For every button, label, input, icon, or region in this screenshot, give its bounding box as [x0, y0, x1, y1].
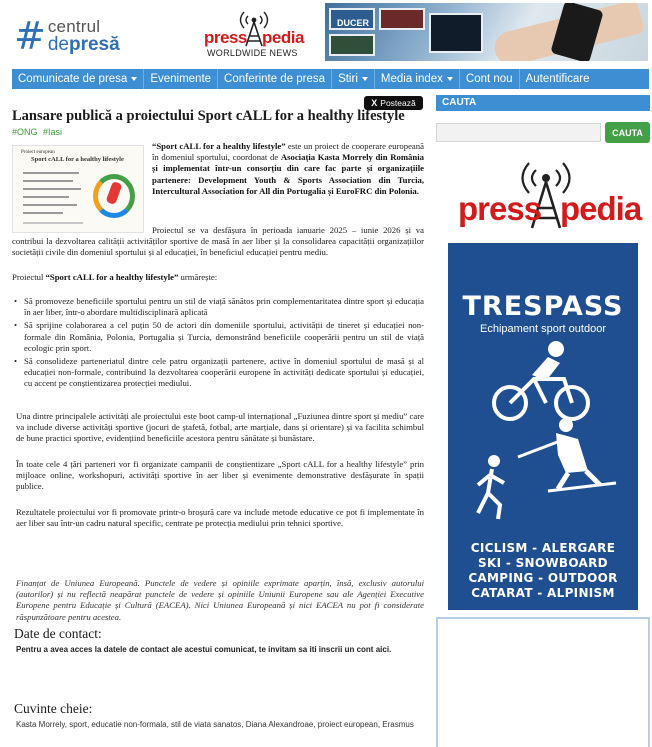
p3-pre: Proiectul: [12, 272, 46, 282]
logo-words: [48, 18, 120, 54]
thumb-line: [23, 180, 73, 182]
ad-category: SKI - SNOWBOARD: [478, 556, 608, 570]
presspedia-right: pedia: [262, 28, 304, 47]
nav-label: Conferinte de presa: [224, 73, 326, 85]
nav-label: Media index: [380, 73, 443, 85]
nav-label: Cont nou: [465, 73, 513, 85]
contact-heading: Date de contact:: [14, 626, 102, 641]
ad-category: CATARAT - ALPINISM: [471, 586, 615, 600]
paragraph-brochure: Rezultatele proiectului vor fi promovate printr-o broșură care va include metode educative ce pot fi implementate în aer liber sau într-un cadru natural specific, centrate pe protecția mediului prin tehnici sportive.: [16, 507, 424, 529]
banner-tile: [329, 8, 375, 30]
nav-label: Autentificare: [525, 73, 590, 85]
presspedia-sidebar-logo[interactable]: [456, 156, 642, 232]
search-input[interactable]: [436, 123, 601, 142]
sidebar-empty-box: [436, 617, 650, 747]
thumb-caption: Proiect european: [21, 150, 55, 155]
article-tags: [12, 127, 65, 137]
ad-categories: [448, 541, 638, 601]
chevron-down-icon: [447, 77, 453, 81]
intro-bold-partners: Asociația Kasta Morrely din România și implementat într-un consorțiu din care fac parte și organizațiile partenere: Development Youth & Sports Association din Turcia, Intercultural Association for All din Portugalia și EuroFRC din Polonia.: [152, 152, 424, 196]
intro-paragraph: [152, 141, 424, 197]
keywords-list: Kasta Morrely, sport, educatie non-formala, stil de viata sanatos, Diana Alexandroae, proiect european, Erasmus: [16, 720, 414, 729]
tag-ong[interactable]: #ONG: [12, 127, 38, 137]
list-item: • Să consolideze parteneriatul dintre cele patru organizații partenere, active în domeniul sportului de masă și al educației non-formale, contribuind la dezvoltarea cooperării europene în activități dedicate sportului și educației, cu accent pe conștientizarea protecției mediului.: [24, 356, 424, 390]
trespass-ad[interactable]: [448, 243, 638, 610]
logo-hash: #: [14, 14, 46, 58]
presspedia-subtitle: WORLDWIDE NEWS: [207, 48, 298, 58]
list-item: • Să promoveze beneficiile sportului pentru un stil de viață sănătos prin complementaritatea dintre sport și educația în aer liber, într-o abordare multidisciplinară aplicată: [24, 296, 424, 318]
thumb-line: [23, 204, 77, 206]
thumb-line: [23, 172, 79, 174]
x-logo-icon: X: [371, 98, 378, 108]
logo-word-centrul: centrul: [47, 17, 101, 36]
header-banner-ad[interactable]: [325, 3, 648, 61]
banner-tile: [379, 8, 425, 30]
presspedia-logo[interactable]: [204, 6, 304, 62]
paragraph-bootcamp: Una dintre principalele activități ale proiectului este boot camp-ul internațional „Fuziunea dintre sport și mediu” care va include diverse activități sportive (jocuri de ștafetă, fotbal, arte marțiale, dans și orientare) și va facilita schimbul de bune practici sportive, evidențiind beneficiile acestora pentru sănătate și bunăstare.: [16, 411, 424, 444]
chevron-down-icon: [131, 77, 137, 81]
list-item: • Să sprijine colaborarea a cel puțin 50 de actori din domeniile sportului, activității de tineret și educației non-formale din România, Polonia, Portugalia și Turcia, demonstrând beneficiile cooperării pentru un stil de viață ecologic prin sport.: [24, 320, 424, 354]
nav-media-index[interactable]: [375, 69, 460, 89]
nav-comunicate-de-presa[interactable]: [12, 69, 144, 89]
tweet-button-label: Postează: [380, 98, 416, 108]
main-nav: [12, 69, 649, 89]
logo-word-de: de: [47, 34, 69, 55]
ad-category: CAMPING - OUTDOOR: [468, 571, 618, 585]
nav-stiri[interactable]: [332, 69, 375, 89]
search-heading: CAUTA: [436, 95, 650, 111]
nav-cont-nou[interactable]: [460, 69, 520, 89]
thumb-logos: [23, 222, 83, 224]
banner-tile: [329, 34, 375, 56]
thumb-title: Sport cALL for a healthy lifestyle: [31, 156, 124, 163]
objectives-list: [12, 296, 424, 392]
nav-conferinte-de-presa[interactable]: [218, 69, 332, 89]
search-button[interactable]: CAUTA: [605, 122, 650, 143]
nav-label: Evenimente: [150, 73, 212, 85]
presspedia-left: press: [204, 28, 247, 47]
nav-evenimente[interactable]: [144, 69, 218, 89]
logo-word-presa: presă: [68, 34, 120, 55]
presspedia-left: press: [458, 190, 542, 227]
ad-category: CICLISM - ALERGARE: [470, 541, 616, 555]
keywords-heading: Cuvinte cheie:: [14, 701, 93, 716]
centrul-de-presa-logo[interactable]: [14, 14, 120, 58]
eu-disclaimer: Finanțat de Uniunea Europeană. Punctele de vedere și opiniile exprimate aparțin, însă, exclusiv autorului (autorilor) și nu reflectă neapărat punctele de vedere și opiniile Uniunii Europene sau ale Agenției Executive Europene pentru Educație și Cultură (EACEA). Nici Uniunea Europeană și nici EACEA nu pot fi considerate răspunzătoare pentru acestea.: [16, 578, 424, 622]
intro-bold-name: “Sport cALL for a healthy lifestyle”: [152, 141, 286, 151]
tag-iasi[interactable]: #Iasi: [43, 127, 63, 137]
nav-label: Comunicate de presa: [18, 73, 128, 85]
contact-note-link[interactable]: Pentru a avea acces la datele de contact ale acestui comunicat, te invitam sa iti inscrii un cont aici.: [16, 645, 392, 654]
thumb-line: [23, 212, 63, 214]
banner-phone: [550, 3, 603, 61]
article-title: Lansare publică a proiectului Sport cALL for a healthy lifestyle: [12, 108, 405, 124]
ad-brand: TRESPASS: [462, 291, 624, 322]
thumb-line: [23, 188, 81, 190]
article-thumbnail: [12, 145, 144, 233]
banner-tile: [429, 13, 483, 53]
intro-text: este un proiect de cooperare europeană în domeniul sportului, coordonat de: [152, 141, 424, 163]
nav-label: Stiri: [338, 73, 358, 85]
chevron-down-icon: [362, 77, 368, 81]
paragraph-objectives-intro: [12, 272, 424, 283]
nav-autentificare[interactable]: [520, 69, 596, 89]
paragraph-campaigns: În toate cele 4 țări parteneri vor fi organizate campanii de conștientizare „Sport cALL for a healthy lifestyle” prin mijloace online, workshopuri, activități sportive în aer liber și evenimente demonstrative desfășurate în spații publice.: [16, 459, 424, 492]
site-header: [0, 0, 652, 68]
ad-tagline: Echipament sport outdoor: [480, 323, 606, 335]
presspedia-right: pedia: [560, 190, 642, 227]
banner-tile-text: DUCER: [337, 18, 370, 28]
paragraph-period: Proiectul se va desfășura în perioada ianuarie 2025 – iunie 2026 și va contribui la dezvoltarea calității activităților sportive de masă în aer liber și la consolidarea capacității organizațiilor societății civile din domeniul sportului și al educației, în beneficiul educației pentru mediu.: [12, 225, 424, 258]
logo-word-depresa: [48, 35, 120, 54]
p3-post: urmărește:: [178, 272, 218, 282]
thumb-line: [23, 196, 69, 198]
p3-bold: “Sport cALL for a healthy lifestyle”: [45, 272, 179, 282]
